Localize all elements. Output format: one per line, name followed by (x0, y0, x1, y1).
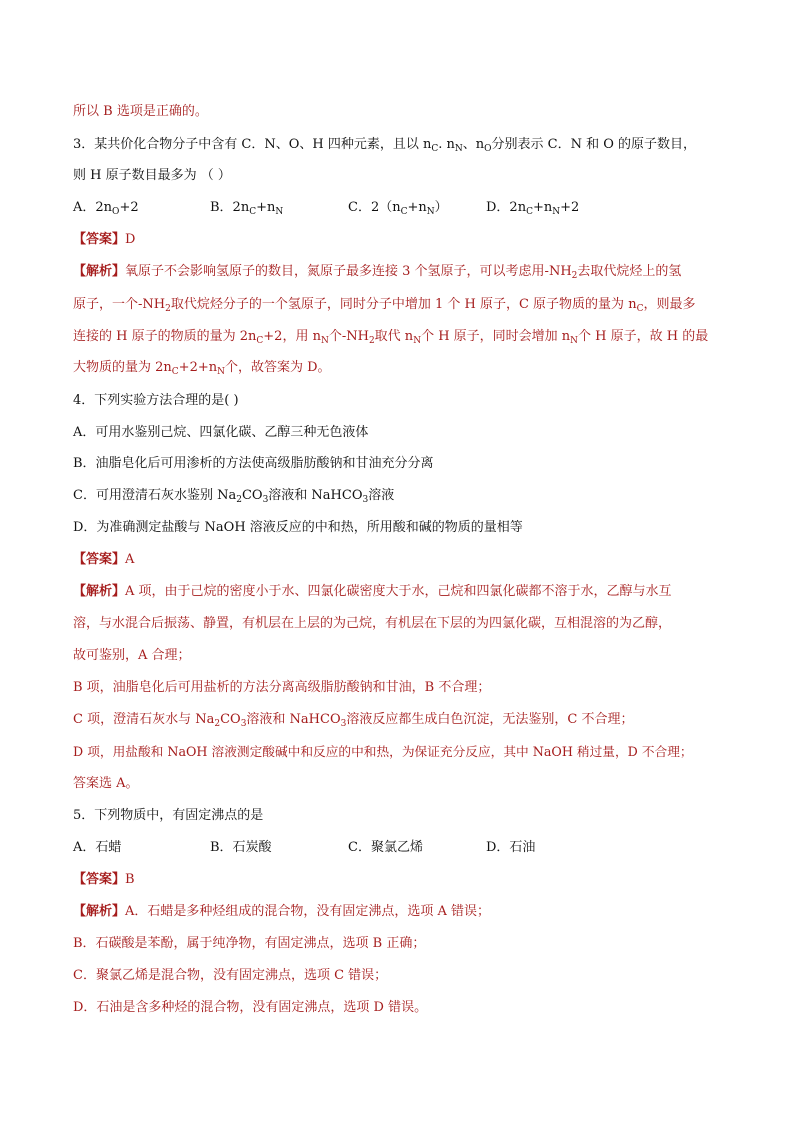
q5-analysis-line1: 【解析】A．石蜡是多种烃组成的混合物，没有固定沸点，选项 A 错误； (73, 904, 491, 919)
q4-analysis-line6: D 项，用盐酸和 NaOH 溶液测定酸碱中和反应的中和热，为保证充分反应，其中 NaOH 稍过量，D 不合理； (73, 744, 693, 759)
q3-option-a: A．$2n_O+2$ (73, 200, 139, 217)
q3-stem-line2: 则 H 原子数目最多为 （ ） (73, 168, 231, 183)
q3-analysis-line2: 原子，一个$-NH_2$取代烷烃分子的一个氢原子，同时分子中增加 1 个 H 原子，C 原子物质的量为 $n_C$，则最多 (73, 297, 696, 314)
q5-answer: 【答案】B (73, 872, 135, 887)
q4-answer: 【答案】A (73, 552, 135, 567)
q4-analysis-line4: B 项，油脂皂化后可用盐析的方法分离高级脂肪酸钠和甘油，B 不合理； (73, 680, 491, 695)
q3-analysis-line3: 连接的 H 原子的物质的量为 $2n_C+2$，用 $n_N$个$-NH_2$取代 $n_N$个 H 原子，同时会增加 $n_N$个 H 原子，故 H 的最 (73, 329, 709, 346)
q3-option-d: D．$2n_C+n_N+2$ (486, 200, 580, 217)
q4-option-c: C．可用澄清石灰水鉴别 $Na_2CO_3$溶液和 NaHCO$_3$溶液 (73, 488, 395, 505)
q3-answer: 【答案】D (73, 232, 136, 247)
q4-option-b: B．油脂皂化后可用渗析的方法使高级脂肪酸钠和甘油充分分离 (73, 456, 434, 471)
intro-text: 所以 B 选项是正确的。 (73, 104, 208, 119)
q5-option-b: B．石炭酸 (210, 840, 272, 855)
q4-stem: 4．下列实验方法合理的是( ) (73, 393, 239, 408)
q4-option-d: D．为准确测定盐酸与 NaOH 溶液反应的中和热，所用酸和碱的物质的量相等 (73, 520, 523, 535)
q4-analysis-line3: 故可鉴别，A 合理； (73, 648, 191, 663)
q5-option-a: A．石蜡 (73, 840, 122, 855)
q4-analysis-line5: C 项，澄清石灰水与 $Na_2CO_3$溶液和 NaHCO$_3$溶液反应都生成白色沉淀，无法鉴别，C 不合理； (73, 712, 634, 729)
q5-analysis-line4: D．石油是含多种烃的混合物，没有固定沸点，选项 D 错误。 (73, 1000, 428, 1015)
q4-analysis-line2: 溶，与水混合后振荡、静置，有机层在上层的为己烷，有机层在下层的为四氯化碳，互相混溶的为乙醇， (73, 616, 672, 631)
q3-option-b: B．$2n_C+n_N$ (210, 200, 284, 217)
q3-analysis-line4: 大物质的量为 $2n_C+2+n_N$个，故答案为 D。 (73, 360, 331, 377)
q4-analysis-line1: 【解析】A 项，由于己烷的密度小于水、四氯化碳密度大于水，己烷和四氯化碳都不溶于水，乙醇与水互 (73, 584, 672, 599)
q5-analysis-line3: C．聚氯乙烯是混合物，没有固定沸点，选项 C 错误； (73, 968, 388, 983)
q5-stem: 5．下列物质中，有固定沸点的是 (73, 808, 264, 823)
q4-analysis-line7: 答案选 A。 (73, 776, 139, 791)
q5-option-d: D．石油 (486, 840, 536, 855)
q5-option-c: C．聚氯乙烯 (348, 840, 423, 855)
q3-option-c: C．$2(n_C+n_N)$ (348, 200, 448, 217)
q5-analysis-line2: B．石碳酸是苯酚，属于纯净物，有固定沸点，选项 B 正确； (73, 936, 426, 951)
q3-stem-line1: 3．某共价化合物分子中含有 C．N、O、H 四种元素，且以 $n_C$. $n_N$、$n_O$分别表示 C．N 和 O 的原子数目， (73, 137, 697, 154)
q3-analysis-line1: 【解析】氧原子不会影响氢原子的数目，氮原子最多连接 3 个氢原子，可以考虑用$-NH_2$去取代烷烃上的氢 (73, 264, 682, 281)
q4-option-a: A．可用水鉴别己烷、四氯化碳、乙醇三种无色液体 (73, 425, 369, 440)
